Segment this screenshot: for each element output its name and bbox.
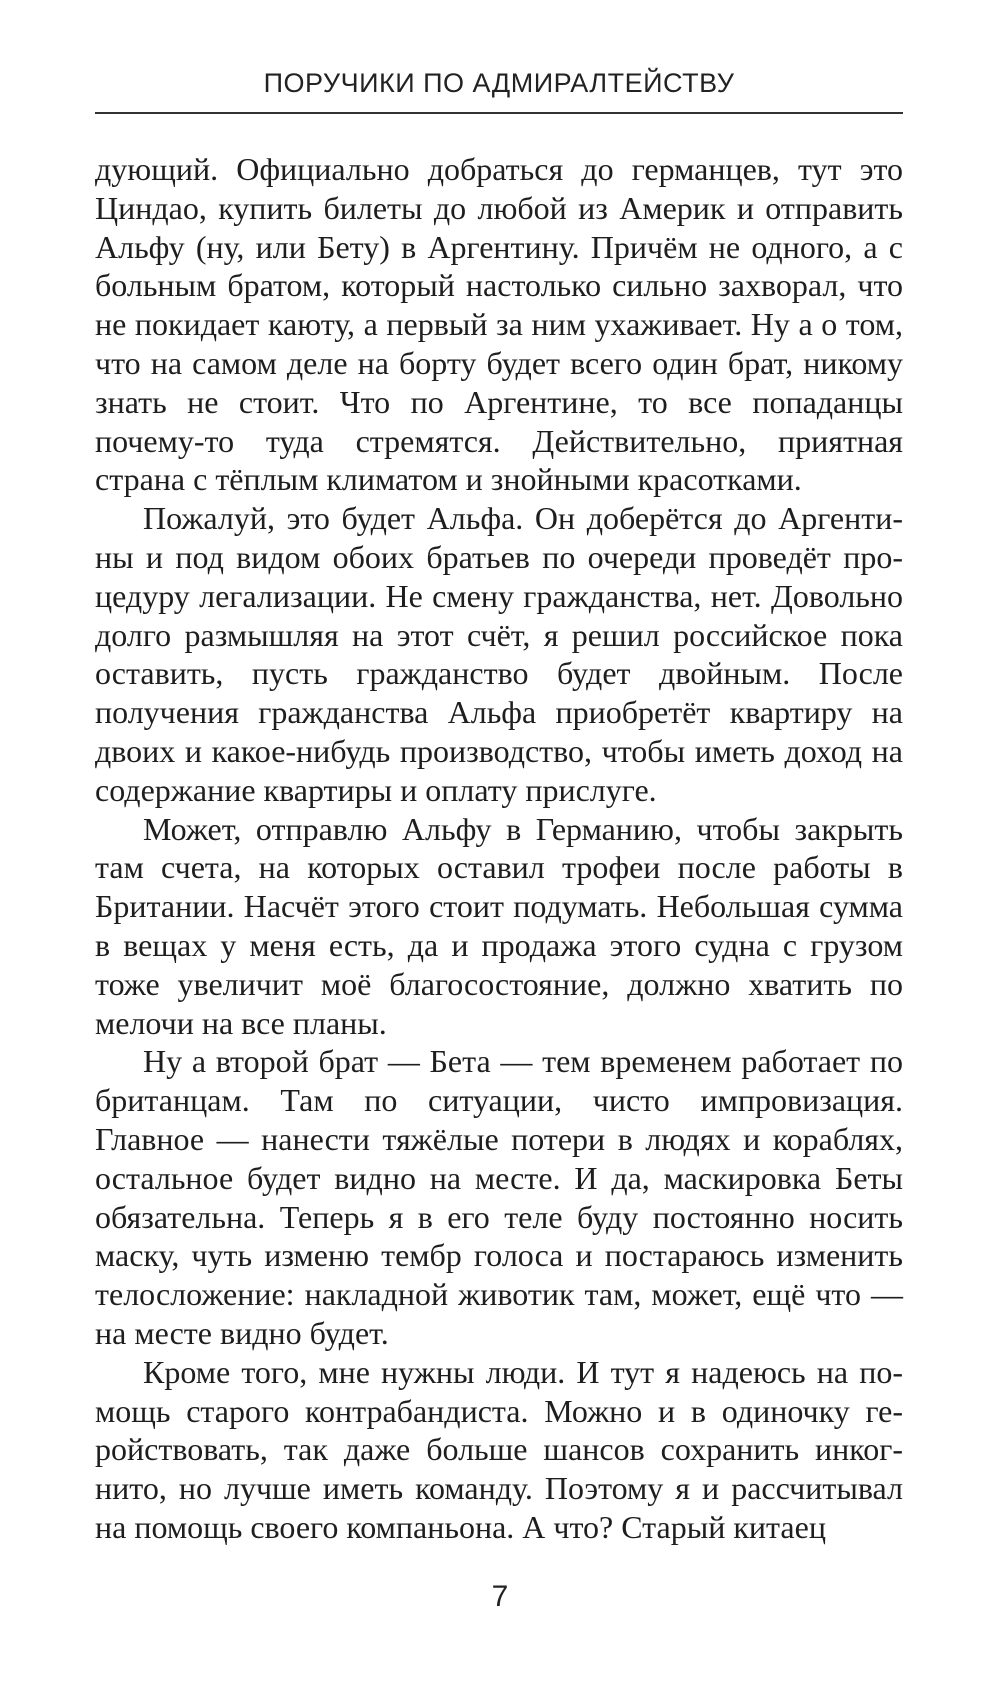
paragraph: Кроме того, мне нужны люди. И тут я надеюсь на помощь старого контрабандиста. Можно и в одиночку геройствовать, так даже больше шансов сохранить инкогнито, но лучше иметь команду. Поэтому я и рассчитывал на помощь своего компаньона. А что? Старый китаец: [95, 1353, 903, 1545]
paragraph: Ну а второй брат — Бета — тем временем работает по британцам. Там по ситуации, чисто импровизация. Главное — нанести тяжёлые потери в людях и кораблях, остальное будет видно на месте. И да, маскировка Беты обязательна. Теперь я в его теле буду постоянно носить маску, чуть изменю тембр голоса и постараюсь изменить телосложение: накладной животик там, может, ещё что — на месте видно будет.: [95, 1043, 903, 1351]
body-text: [95, 150, 903, 1547]
header-rule: [95, 112, 903, 114]
paragraph: дующий. Официально добраться до германцев, тут это Циндао, купить билеты до любой из Америк и отправить Альфу (ну, или Бету) в Аргентину. Причём не одного, а с больным братом, который настолько сильно захворал, что не покидает каюту, а первый за ним ухаживает. Ну а о том, что на самом деле на борту будет всего один брат, никому знать не стоит. Что по Аргентине, то все попаданцы почему-то туда стремятся. Действительно, приятная страна с тёплым климатом и знойными красотками.: [95, 151, 903, 498]
paragraph: Может, отправлю Альфу в Германию, чтобы закрыть там счета, на которых оставил трофеи после работы в Британии. Насчёт этого стоит подумать. Небольшая сумма в вещах у меня есть, да и продажа этого судна с грузом тоже увеличит моё благосостояние, должно хватить по мелочи на все планы.: [95, 810, 903, 1041]
page-number: 7: [491, 1580, 509, 1613]
running-head: ПОРУЧИКИ ПО АДМИРАЛТЕЙСТВУ: [263, 68, 735, 98]
paragraph: Пожалуй, это будет Альфа. Он доберётся до Аргентины и под видом обоих братьев по очереди проведёт процедуру легализации. Не смену гражданства, нет. Довольно долго размышляя на этот счёт, я решил российское пока оставить, пусть гражданство будет двойным. После получения гражданства Альфа приобретёт квартиру на двоих и какое-нибудь производство, чтобы иметь доход на содержание квартиры и оплату прислуге.: [95, 500, 903, 808]
